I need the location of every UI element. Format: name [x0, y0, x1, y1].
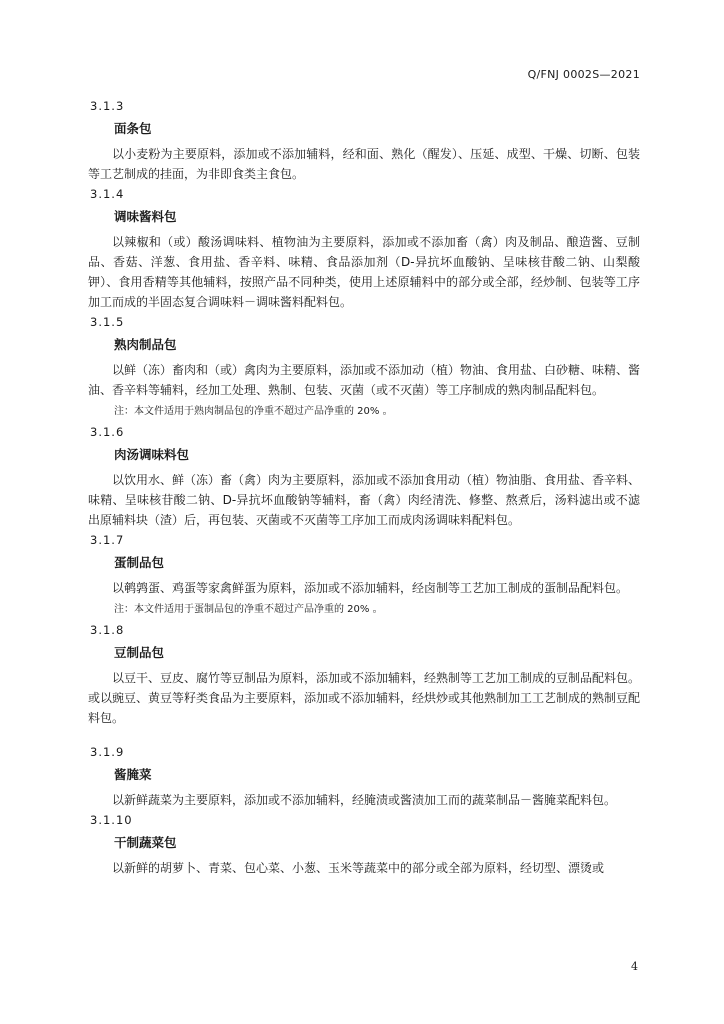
document-code: Q/FNJ 0002S—2021 [527, 68, 640, 81]
section-number: 3.1.9 [90, 745, 125, 759]
section-number: 3.1.3 [90, 99, 125, 113]
section-number: 3.1.4 [90, 187, 125, 201]
section-paragraph: 以辣椒和（或）酸汤调味料、植物油为主要原料，添加或不添加畜（禽）肉及制品、酿造酱、豆制品、香菇、洋葱、食用盐、香辛料、味精、食品添加剂（D-异抗坏血酸钠、呈味核苷酸二钠、山梨酸钾）、食用香精等其他辅料，按照产品不同种类，使用上述原辅料中的部分或全部，经炒制、包装等工序加工而成的半固态复合调味料－调味酱料配料包。 [88, 235, 640, 309]
section-note: 注：本文件适用于熟肉制品包的净重不超过产品净重的 20% 。 [114, 406, 393, 417]
section-title: 熟肉制品包 [114, 337, 177, 352]
section-paragraph: 以新鲜的胡萝卜、青菜、包心菜、小葱、玉米等蔬菜中的部分或全部为原料，经切型、漂烫或 [112, 861, 605, 875]
section-title: 调味酱料包 [114, 209, 177, 224]
section-paragraph: 以豆干、豆皮、腐竹等豆制品为原料，添加或不添加辅料，经熟制等工艺加工制成的豆制品配料包。或以豌豆、黄豆等籽类食品为主要原料，添加或不添加辅料，经烘炒或其他熟制加工工艺制成的熟制豆配料包。 [88, 671, 641, 725]
section-title: 面条包 [114, 121, 152, 136]
section-number: 3.1.7 [90, 533, 125, 547]
section-number: 3.1.10 [90, 813, 133, 827]
section-title: 蛋制品包 [114, 555, 165, 570]
spacer [88, 728, 640, 742]
section-paragraph: 以新鲜蔬菜为主要原料，添加或不添加辅料，经腌渍或酱渍加工而的蔬菜制品－酱腌菜配料包。 [112, 793, 617, 807]
page-number: 4 [631, 960, 638, 973]
section-3-1-4 [88, 186, 640, 312]
section-3-1-3 [88, 98, 640, 184]
section-number: 3.1.5 [90, 315, 125, 329]
section-3-1-7 [88, 532, 640, 618]
section-title: 干制蔬菜包 [114, 835, 177, 850]
section-3-1-5 [88, 314, 640, 420]
section-number: 3.1.6 [90, 425, 125, 439]
section-3-1-8 [88, 622, 640, 728]
section-title: 酱腌菜 [114, 767, 152, 782]
section-note: 注：本文件适用于蛋制品包的净重不超过产品净重的 20% 。 [114, 604, 383, 615]
section-3-1-10 [88, 812, 640, 878]
section-paragraph: 以鲜（冻）畜肉和（或）禽肉为主要原料，添加或不添加动（植）物油、食用盐、白砂糖、味精、酱油、香辛料等辅料，经加工处理、熟制、包装、灭菌（或不灭菌）等工序制成的熟肉制品配料包。 [88, 363, 641, 397]
section-paragraph: 以鹌鹑蛋、鸡蛋等家禽鲜蛋为原料，添加或不添加辅料，经卤制等工艺加工制成的蛋制品配料包。 [112, 581, 629, 595]
section-title: 肉汤调味料包 [114, 447, 190, 462]
section-number: 3.1.8 [90, 623, 125, 637]
section-3-1-6 [88, 424, 640, 530]
section-paragraph: 以饮用水、鲜（冻）畜（禽）肉为主要原料，添加或不添加食用动（植）物油脂、食用盐、香辛料、味精、呈味核苷酸二钠、D-异抗坏血酸钠等辅料，畜（禽）肉经清洗、修整、熬煮后，汤料滤出或不滤出原辅料块（渣）后，再包装、灭菌或不灭菌等工序加工而成肉汤调味料配料包。 [88, 473, 641, 527]
section-paragraph: 以小麦粉为主要原料，添加或不添加辅料，经和面、熟化（醒发）、压延、成型、干燥、切断、包装等工艺制成的挂面，为非即食类主食包。 [88, 147, 640, 181]
section-title: 豆制品包 [114, 645, 165, 660]
section-3-1-9 [88, 744, 640, 810]
document-body [88, 96, 640, 878]
